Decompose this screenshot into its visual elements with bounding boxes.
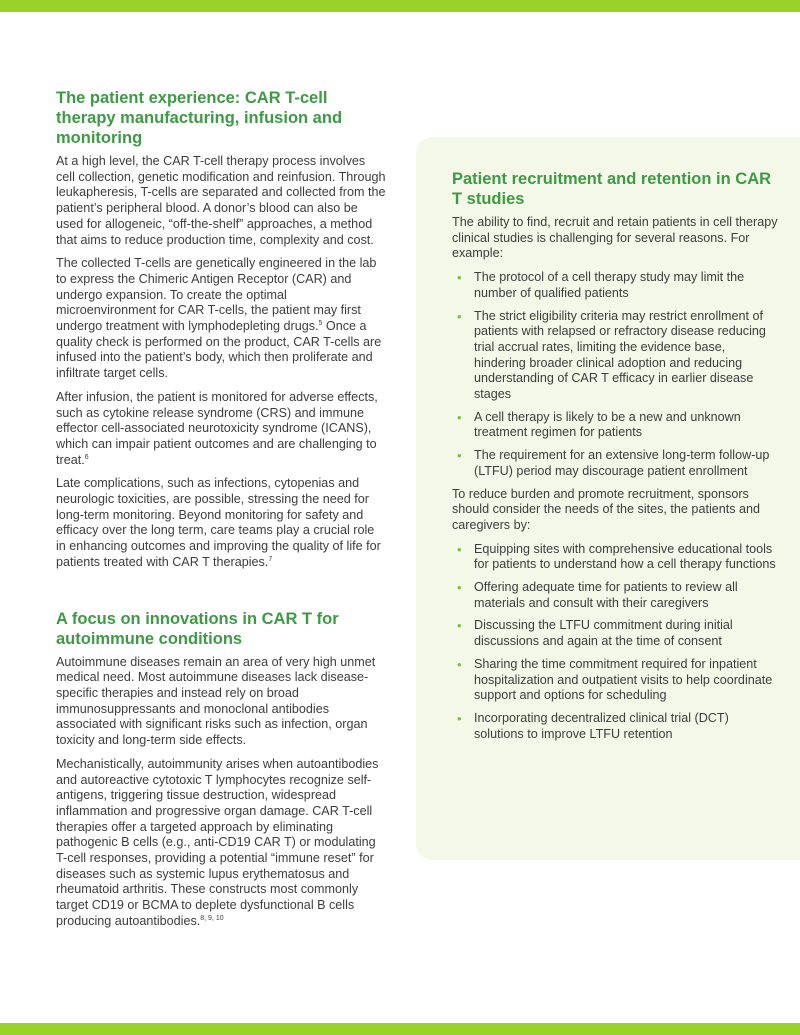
bullet-icon: • [457, 541, 462, 557]
list-item: • Offering adequate time for patients to review all materials and consult with their caregivers [457, 580, 738, 610]
list-item: • A cell therapy is likely to be a new and unknown treatment regimen for patients [457, 409, 741, 440]
list-item: • The requirement for an extensive long-term follow-up (LTFU) period may discourage patient enrollment [457, 448, 770, 478]
paragraph: After infusion, the patient is monitored for adverse effects, such as cytokine release syndrome (CRS) and immune effector cell-associated neurotoxicity syndrome (ICANS), which can impair patient outcomes and are challenging to treat.$^6$ [56, 389, 378, 467]
bullet-icon: • [457, 409, 462, 425]
paragraph: At a high level, the CAR T-cell therapy process involves cell collection, genetic modification and reinfusion. Through leukapheresis, T-cells are separated and collected from the patient’s peripheral blood. A donor’s blood can also be used for allogeneic, “off-the-shelf” approaches, a method that aims to reduce production time, complexity and cost. [56, 154, 386, 247]
sidebar-intro: The ability to find, recruit and retain patients in cell therapy clinical studies is challenging for several reasons. For example: [452, 215, 778, 261]
bullet-icon: • [457, 448, 462, 464]
main-column [56, 88, 386, 938]
bullet-icon: • [457, 308, 462, 324]
bullet-icon: • [457, 656, 462, 672]
bullet-icon: • [457, 580, 462, 596]
bullet-icon: • [457, 710, 462, 726]
footnote-ref: 8, 9, 10 [200, 914, 224, 922]
section-heading-patient-experience: The patient experience: CAR T-cell therapy manufacturing, infusion and monitoring [56, 89, 343, 147]
paragraph: Autoimmune diseases remain an area of very high unmet medical need. Most autoimmune diseases lack disease-specific therapies and instead rely on broad immunosuppressants and monoclonal antibodies associated with significant risks such as infection, organ toxicity and long-term side effects. [56, 654, 376, 748]
section-heading-autoimmune: A focus on innovations in CAR T for autoimmune conditions [56, 609, 339, 648]
footnote-ref: 6 [84, 453, 89, 461]
reasons-list [452, 270, 780, 479]
bullet-icon: • [457, 618, 462, 634]
top-accent-bar [0, 0, 800, 12]
paragraph: Late complications, such as infections, cytopenias and neurologic toxicities, are possible, stressing the need for long-term monitoring. Beyond monitoring for safety and efficacy over the long term, care teams play a crucial role in enhancing outcomes and improving the quality of life for patients treated with CAR T therapies.$^7$ [56, 476, 381, 569]
footnote-ref: 5 [318, 320, 323, 328]
paragraph: Mechanistically, autoimmunity arises when autoantibodies and autoreactive cytotoxic T lymphocytes recognize self-antigens, triggering tissue destruction, widespread inflammation and progressive organ damage. CAR T-cell therapies offer a targeted approach by eliminating pathogenic B cells (e.g., anti-CD19 CAR T) or modulating T-cell responses, providing a potential “immune reset” for diseases such as systemic lupus erythematosus and rheumatoid arthritis. These constructs most commonly target CD19 or BCMA to deplete dysfunctional B cells producing autoantibodies.$^{8, 9, 10}$ [56, 756, 379, 928]
list-item: • The strict eligibility criteria may restrict enrollment of patients with relapsed or refractory disease reducing trial accrual rates, limiting the evidence base, hindering broader clinical adoption and reducing understanding of CAR T efficacy in earlier disease stages [457, 308, 766, 402]
bottom-accent-bar [0, 1023, 800, 1035]
actions-list [452, 542, 780, 743]
footnote-ref: 7 [268, 555, 273, 563]
sidebar-outro: To reduce burden and promote recruitment, sponsors should consider the needs of the sites, the patients and caregivers by: [452, 486, 761, 532]
bullet-icon: • [457, 270, 462, 286]
list-item: • The protocol of a cell therapy study may limit the number of qualified patients [457, 270, 745, 300]
list-item: • Equipping sites with comprehensive educational tools for patients to understand how a cell therapy functions [457, 541, 776, 572]
list-item: • Sharing the time commitment required for inpatient hospitalization and outpatient visits to help coordinate support and options for scheduling [457, 656, 773, 703]
sidebar-heading: Patient recruitment and retention in CAR T studies [452, 170, 772, 208]
list-item: • Discussing the LTFU commitment during initial discussions and again at the time of consent [457, 618, 733, 649]
sidebar-panel [416, 137, 800, 860]
list-item: • Incorporating decentralized clinical trial (DCT) solutions to improve LTFU retention [457, 710, 729, 741]
paragraph: The collected T-cells are genetically engineered in the lab to express the Chimeric Antigen Receptor (CAR) and undergo expansion. To create the optimal microenvironment for CAR T-cells, the patient may first undergo treatment with lymphodepleting drugs.$^5$ Once a quality check is performed on the product, CAR T-cells are infused into the patient’s body, which then proliferate and infiltrate target cells. [56, 256, 382, 381]
